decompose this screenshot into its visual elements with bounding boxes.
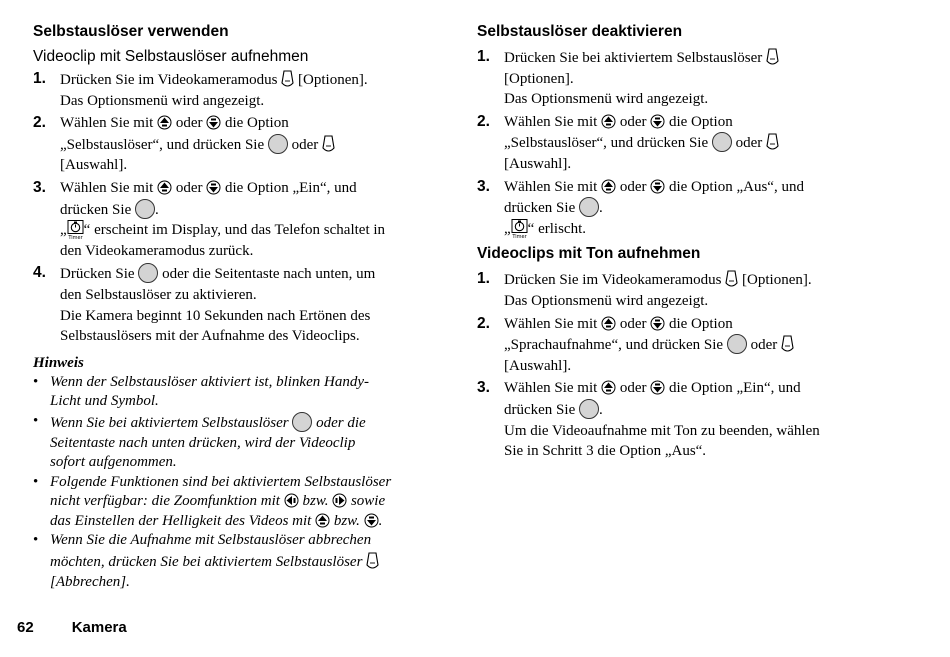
section-title-video-with-sound: Videoclips mit Ton aufnehmen (477, 245, 701, 263)
text-line: „Selbstauslöser“, und drücken Sie oder (504, 132, 887, 154)
center-key-icon (138, 263, 158, 283)
text-line: Sie in Schritt 3 die Option „Aus“. (504, 443, 707, 460)
text-line: Wenn Sie bei aktiviertem Selbstauslöser oder die (50, 412, 441, 434)
text-line: Folgende Funktionen sind bei aktiviertem Selbstauslöser (50, 473, 392, 490)
text-line: [Auswahl]. (60, 157, 128, 174)
note-item (33, 412, 441, 473)
section-title-deactivate-timer: Selbstauslöser deaktivieren (477, 23, 683, 40)
left-column (33, 22, 441, 592)
svg-text:Timer: Timer (68, 235, 83, 241)
text-line: den Selbstauslöser zu aktivieren. (60, 286, 257, 303)
nav-down-icon (650, 380, 665, 395)
nav-up-icon (601, 380, 616, 395)
step-number: 1. (33, 70, 46, 87)
page-footer (17, 619, 127, 636)
step-number: 2. (33, 114, 46, 132)
text-line: Wählen Sie mit oder die Option (60, 115, 289, 132)
text-line: Das Optionsmenü wird angezeigt. (60, 92, 265, 109)
left-softkey-icon (781, 334, 794, 354)
text-line: „ Timer “ erlischt. (504, 220, 586, 239)
center-key-icon (579, 399, 599, 419)
left-softkey-icon (725, 269, 738, 289)
step-item (33, 178, 441, 261)
footer-section-name: Kamera (71, 619, 127, 636)
note-item (33, 473, 441, 532)
text-line: [Auswahl]. (504, 357, 572, 374)
bullet: • (33, 412, 39, 429)
text-line: das Einstellen der Helligkeit des Videos mit bzw. . (50, 512, 383, 529)
step-item (477, 112, 887, 175)
nav-down-icon (206, 115, 221, 130)
text-line: Das Optionsmenü wird angezeigt. (504, 91, 709, 108)
text-line: [Auswahl]. (504, 155, 572, 172)
nav-down-icon (364, 513, 379, 528)
text-line: Licht und Symbol. (50, 393, 159, 410)
text-line: Drücken Sie im Videokameramodus [Optionen]. (60, 69, 441, 91)
bullet: • (33, 373, 39, 390)
text-line: Seitentaste nach unten drücken, wird der Videoclip (50, 434, 356, 451)
text-line: nicht verfügbar: die Zoomfunktion mit bzw. sowie (50, 493, 386, 510)
text-line: Um die Videoaufnahme mit Ton zu beenden, wählen (504, 422, 820, 439)
note-item (33, 373, 441, 412)
step-item (33, 113, 441, 176)
text-line: Die Kamera beginnt 10 Sekunden nach Ertönen des (60, 307, 371, 324)
center-key-icon (727, 334, 747, 354)
note-item (33, 531, 441, 592)
text-line: möchten, drücken Sie bei aktiviertem Selbstauslöser (50, 551, 441, 573)
text-line: Selbstauslösers mit der Aufnahme des Videoclips. (60, 328, 360, 345)
text-line: Das Optionsmenü wird angezeigt. (504, 292, 709, 309)
step-item (477, 177, 887, 240)
nav-down-icon (206, 180, 221, 195)
text-line: drücken Sie . (504, 197, 887, 219)
nav-up-icon (601, 114, 616, 129)
step-item (33, 263, 441, 346)
center-key-icon (292, 412, 312, 432)
left-softkey-icon (366, 551, 379, 571)
text-line: [Optionen]. (504, 70, 574, 87)
text-line: Wählen Sie mit oder die Option „Ein“, und (504, 380, 801, 397)
left-softkey-icon (766, 47, 779, 67)
text-line: Wählen Sie mit oder die Option „Ein“, und (60, 179, 357, 196)
step-item (477, 269, 887, 311)
step-item (33, 69, 441, 111)
center-key-icon (579, 197, 599, 217)
nav-down-icon (650, 179, 665, 194)
text-line: Drücken Sie bei aktiviertem Selbstauslöser (504, 47, 887, 69)
step-number: 3. (477, 379, 490, 397)
step-number: 2. (477, 112, 490, 130)
center-key-icon (268, 134, 288, 154)
text-line: Wenn der Selbstauslöser aktiviert ist, blinken Handy- (50, 373, 369, 390)
text-line: Wählen Sie mit oder die Option (504, 315, 733, 332)
subsection-title-record-with-timer: Videoclip mit Selbstauslöser aufnehmen (33, 48, 309, 65)
steps-list-record-with-timer (33, 69, 441, 347)
nav-up-icon (157, 115, 172, 130)
nav-up-icon (157, 180, 172, 195)
center-key-icon (135, 199, 155, 219)
step-item (477, 47, 887, 110)
self-timer-icon (511, 219, 528, 239)
left-softkey-icon (281, 69, 294, 89)
text-line: Wählen Sie mit oder die Option „Aus“, und (504, 178, 804, 195)
nav-up-icon (601, 179, 616, 194)
text-line: Wählen Sie mit oder die Option (504, 113, 733, 130)
step-item (477, 314, 887, 377)
note-title: Hinweis (33, 354, 84, 371)
self-timer-icon (67, 220, 84, 240)
step-number: 1. (477, 270, 490, 288)
left-softkey-icon (766, 132, 779, 152)
step-number: 4. (33, 264, 46, 282)
center-key-icon (712, 132, 732, 152)
steps-list-video-with-sound (477, 269, 887, 461)
page-number: 62 (17, 619, 34, 636)
right-column (477, 22, 887, 464)
text-line: Wenn Sie die Aufnahme mit Selbstauslöser abbrechen (50, 532, 372, 549)
steps-list-deactivate-timer (477, 47, 887, 239)
text-line: „ Timer “ erscheint im Display, und das Telefon schaltet in (60, 222, 386, 241)
text-line: Drücken Sie im Videokameramodus [Optionen]. (504, 269, 887, 291)
text-line: den Videokameramodus zurück. (60, 242, 254, 259)
bullet: • (33, 532, 39, 549)
text-line: drücken Sie . (504, 399, 887, 421)
bullet: • (33, 473, 39, 490)
left-softkey-icon (322, 134, 335, 154)
text-line: Drücken Sie oder die Seitentaste nach unten, um (60, 263, 441, 285)
step-number: 2. (477, 314, 490, 332)
nav-down-icon (650, 114, 665, 129)
notes-list (33, 373, 441, 593)
nav-right-icon (332, 493, 347, 508)
step-number: 3. (477, 177, 490, 195)
nav-up-icon (601, 316, 616, 331)
text-line: „Selbstauslöser“, und drücken Sie oder (60, 134, 441, 156)
step-item (477, 378, 887, 461)
text-line: drücken Sie . (60, 199, 441, 221)
nav-down-icon (650, 316, 665, 331)
nav-left-icon (284, 493, 299, 508)
text-line: [Abbrechen]. (50, 573, 130, 590)
nav-up-icon (315, 513, 330, 528)
step-number: 3. (33, 178, 46, 196)
text-line: sofort aufgenommen. (50, 454, 177, 471)
svg-text:Timer: Timer (512, 233, 527, 239)
step-number: 1. (477, 48, 490, 65)
section-title-self-timer: Selbstauslöser verwenden (33, 23, 229, 40)
text-line: „Sprachaufnahme“, und drücken Sie oder (504, 334, 887, 356)
